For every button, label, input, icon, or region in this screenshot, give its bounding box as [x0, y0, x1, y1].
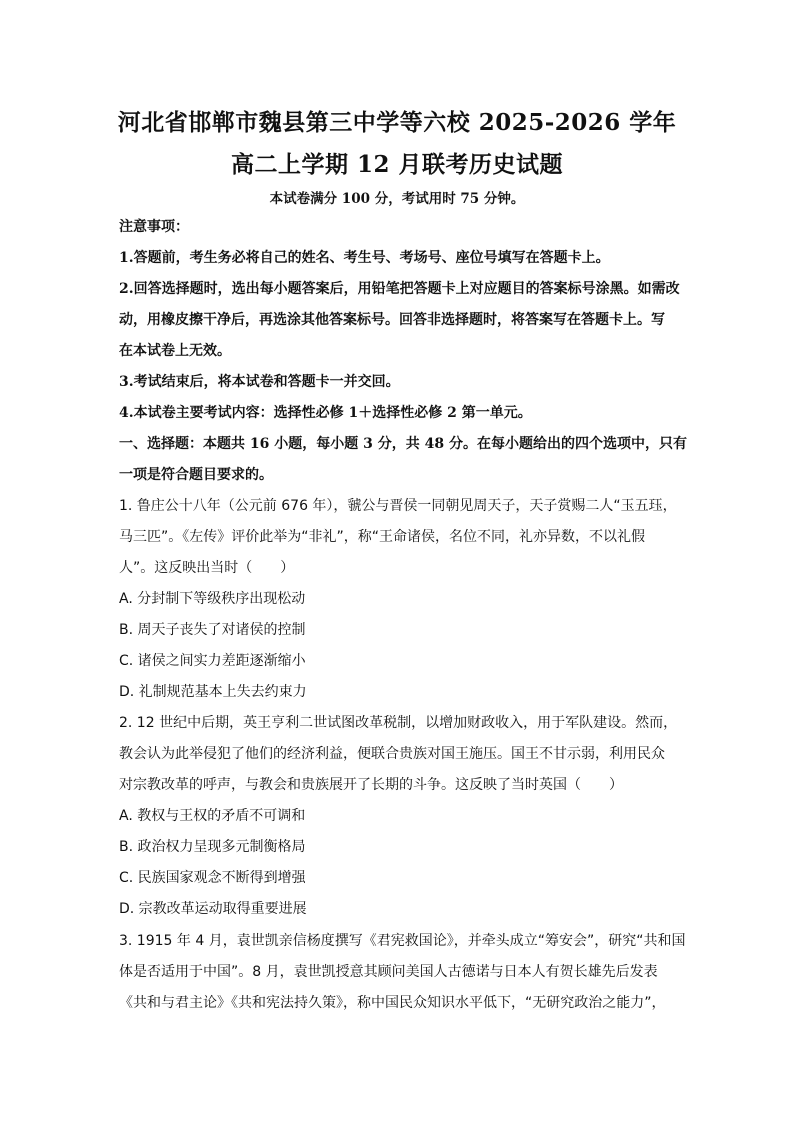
section1-heading-line2: 一项是符合题目要求的。 [119, 467, 273, 483]
question-3-stem-line2: 体是否适用于中国”。8 月，袁世凯授意其顾问美国人古德诺与日本人有贺长雄先后发表 [119, 964, 658, 980]
notes-section [119, 212, 687, 491]
note-item-3: 3.考试结束后，将本试卷和答题卡一并交回。 [119, 374, 400, 390]
note-item-4: 4.本试卷主要考试内容：选择性必修 1＋选择性必修 2 第一单元。 [119, 405, 532, 421]
question-3 [119, 926, 687, 1019]
note-item-2-line2: 动，用橡皮擦干净后，再选涂其他答案标号。回答非选择题时，将答案写在答题卡上。写 [119, 312, 665, 328]
question-2-stem-line1: 2. 12 世纪中后期，英王亨利二世试图改革税制，以增加财政收入，用于军队建设。然而， [119, 715, 678, 731]
question-1-stem-line3: 人”。这反映出当时（ ） [119, 560, 295, 576]
exam-subtitle: 本试卷满分 100 分，考试用时 75 分钟。 [269, 191, 525, 207]
question-1-option-a: A. 分封制下等级秩序出现松动 [119, 591, 306, 607]
question-2-option-a: A. 教权与王权的矛盾不可调和 [119, 808, 306, 824]
question-1-option-c: C. 诸侯之间实力差距逐渐缩小 [119, 653, 306, 669]
question-2-stem-line3: 对宗教改革的呼声，与教会和贵族展开了长期的斗争。这反映了当时英国（ ） [119, 777, 623, 793]
exam-title-line2: 高二上学期 12 月联考历史试题 [230, 151, 564, 178]
note-item-2-line1: 2.回答选择题时，选出每小题答案后，用铅笔把答题卡上对应题目的答案标号涂黑。如需改 [119, 281, 680, 297]
question-2 [119, 708, 687, 925]
question-1-option-d: D. 礼制规范基本上失去约束力 [119, 684, 307, 700]
question-1 [119, 491, 687, 708]
question-2-option-b: B. 政治权力呈现多元制衡格局 [119, 839, 306, 855]
section1-heading-line1: 一、选择题：本题共 16 小题，每小题 3 分，共 48 分。在每小题给出的四个选项中，只有 [119, 436, 687, 452]
question-3-stem-line1: 3. 1915 年 4 月，袁世凯亲信杨度撰写《君宪救国论》，并牵头成立“筹安会”，研究“共和国 [119, 933, 686, 949]
exam-title-line1: 河北省邯郸市魏县第三中学等六校 2025-2026 学年 [117, 109, 677, 136]
notes-heading: 注意事项： [119, 219, 189, 235]
question-2-option-c: C. 民族国家观念不断得到增强 [119, 870, 306, 886]
question-1-option-b: B. 周天子丧失了对诸侯的控制 [119, 622, 306, 638]
question-2-stem-line2: 教会认为此举侵犯了他们的经济利益，便联合贵族对国王施压。国王不甘示弱，利用民众 [119, 746, 665, 762]
question-2-option-d: D. 宗教改革运动取得重要进展 [119, 901, 307, 917]
note-item-1: 1.答题前，考生务必将自己的姓名、考生号、考场号、座位号填写在答题卡上。 [119, 250, 610, 266]
note-item-2-line3: 在本试卷上无效。 [119, 343, 231, 359]
question-3-stem-line3: 《共和与君主论》《共和宪法持久策》，称中国民众知识水平低下，“无研究政治之能力”， [119, 995, 666, 1011]
question-1-stem-line1: 1. 鲁庄公十八年（公元前 676 年），虢公与晋侯一同朝见周天子，天子赏赐二人“玉五珏， [119, 498, 677, 514]
question-1-stem-line2: 马三匹”。《左传》评价此举为“非礼”，称“王命诸侯，名位不同，礼亦异数，不以礼假 [119, 529, 646, 545]
